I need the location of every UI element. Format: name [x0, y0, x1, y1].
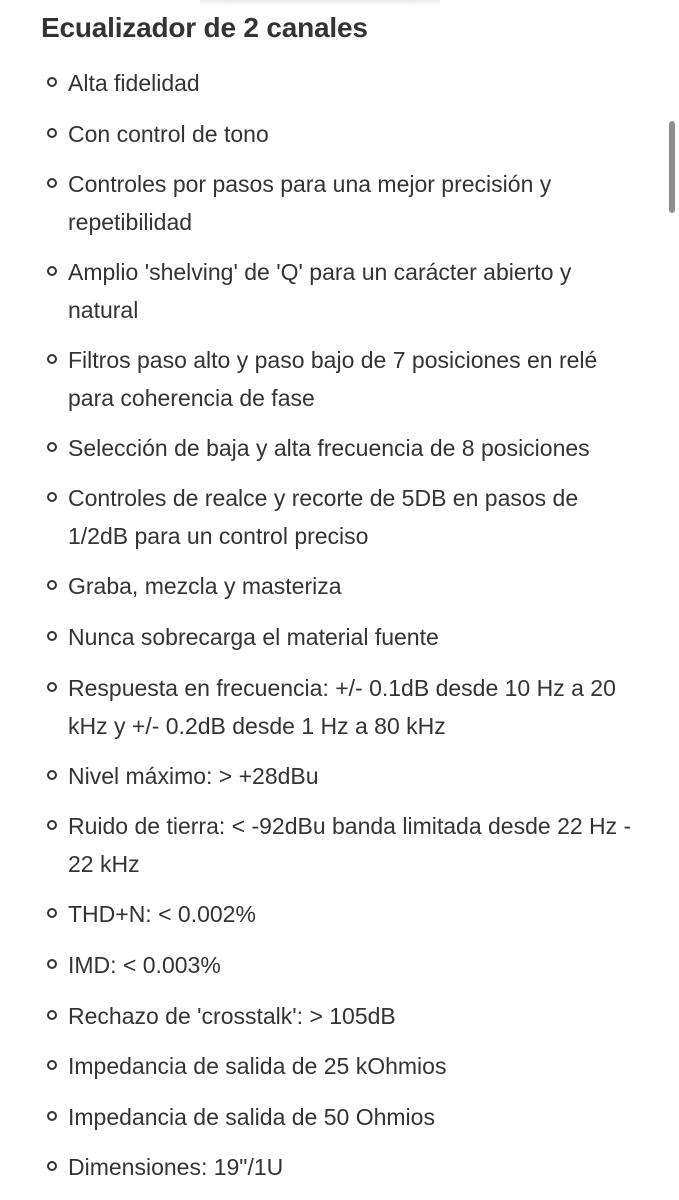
list-item-text: Filtros paso alto y paso bajo de 7 posiciones en relé para coherencia de fase — [68, 347, 598, 411]
bullet-circle-icon — [47, 682, 57, 692]
bullet-circle-icon — [47, 77, 57, 87]
bullet-circle-icon — [47, 770, 57, 780]
bullet-circle-icon — [47, 959, 57, 969]
bullet-circle-icon — [47, 128, 57, 138]
bullet-circle-icon — [47, 1111, 57, 1121]
page-title: Ecualizador de 2 canales — [41, 12, 368, 43]
list-item-text: Controles de realce y recorte de 5DB en pasos de 1/2dB para un control preciso — [68, 485, 579, 549]
list-item-text: Con control de tono — [68, 121, 269, 147]
list-item-text: Nivel máximo: > +28dBu — [68, 763, 319, 789]
bullet-circle-icon — [47, 908, 57, 918]
scrollbar-thumb[interactable] — [669, 121, 675, 213]
list-item-text: Controles por pasos para una mejor precisión y repetibilidad — [68, 171, 552, 235]
list-item-text: THD+N: < 0.002% — [68, 901, 256, 927]
list-item-text: Selección de baja y alta frecuencia de 8 posiciones — [68, 435, 590, 461]
bullet-circle-icon — [47, 266, 57, 276]
bullet-circle-icon — [47, 354, 57, 364]
list-item-text: Nunca sobrecarga el material fuente — [68, 624, 439, 650]
bullet-circle-icon — [47, 178, 57, 188]
list-item-text: Impedancia de salida de 50 Ohmios — [68, 1104, 435, 1130]
list-item-text: Graba, mezcla y masteriza — [68, 573, 342, 599]
list-item-text: Respuesta en frecuencia: +/- 0.1dB desde 10 Hz a 20 kHz y +/- 0.2dB desde 1 Hz a 80 kHz — [68, 675, 616, 739]
bullet-circle-icon — [47, 1161, 57, 1171]
bullet-circle-icon — [47, 442, 57, 452]
bullet-circle-icon — [47, 1060, 57, 1070]
list-item-text: Ruido de tierra: < -92dBu banda limitada desde 22 Hz - 22 kHz — [68, 813, 632, 877]
list-item-text: Dimensiones: 19"/1U — [68, 1154, 284, 1180]
bullet-circle-icon — [47, 1010, 57, 1020]
list-item-text: Alta fidelidad — [68, 70, 200, 96]
bullet-circle-icon — [47, 492, 57, 502]
list-item-text: Rechazo de 'crosstalk': > 105dB — [68, 1003, 396, 1029]
list-item-text: IMD: < 0.003% — [68, 952, 221, 978]
bullet-circle-icon — [47, 580, 57, 590]
top-edge-shadow — [200, 0, 440, 6]
bullet-circle-icon — [47, 631, 57, 641]
list-item-text: Impedancia de salida de 25 kOhmios — [68, 1053, 447, 1079]
bullet-circle-icon — [47, 820, 57, 830]
list-item-text: Amplio 'shelving' de 'Q' para un carácter abierto y natural — [68, 259, 572, 323]
